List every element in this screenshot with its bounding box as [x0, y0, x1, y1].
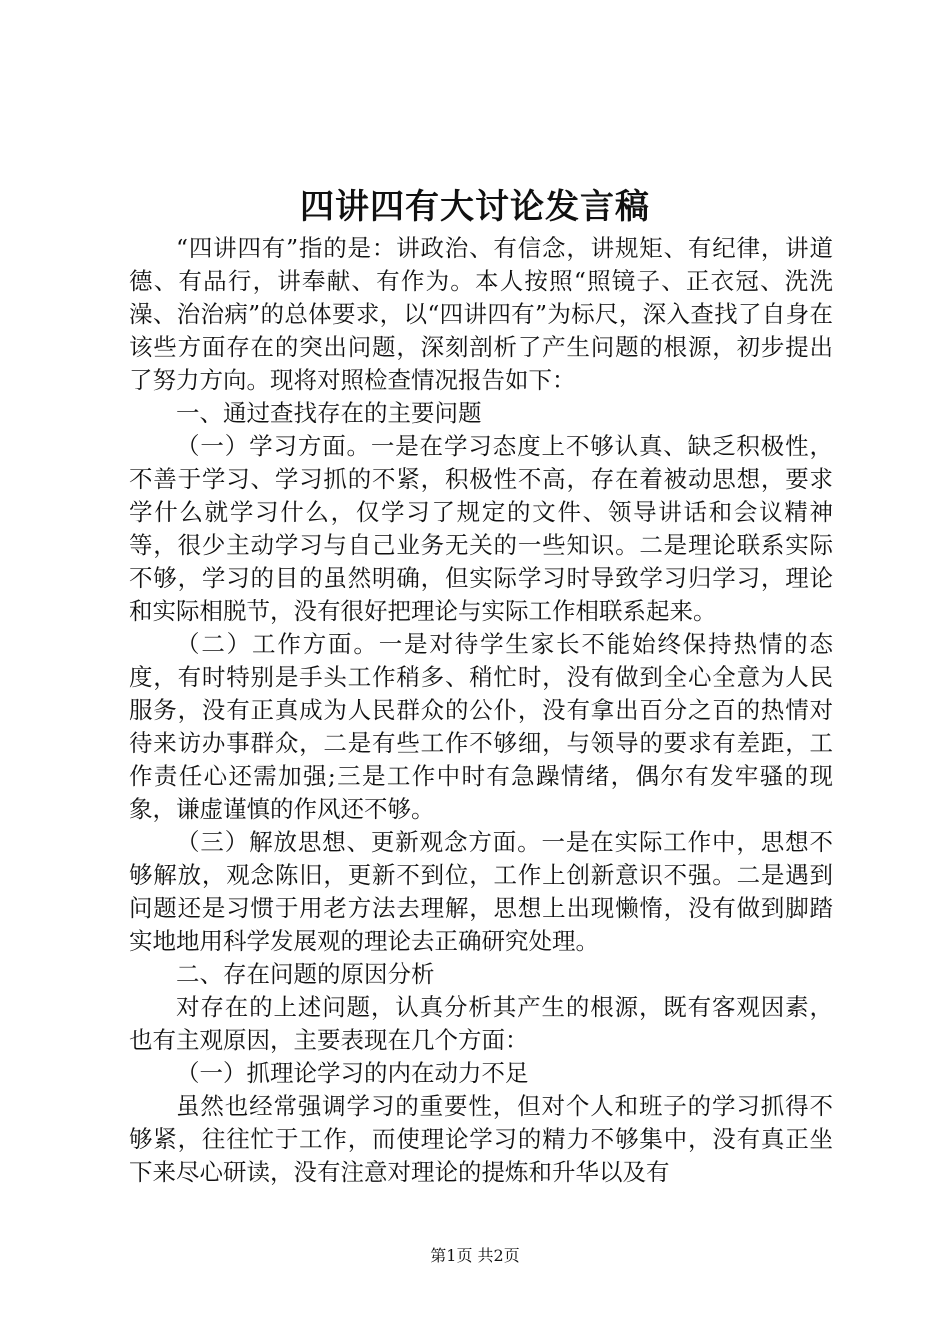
intro-paragraph: “四讲四有”指的是：讲政治、有信念，讲规矩、有纪律，讲道德、有品行，讲奉献、有作为。本人按照“照镜子、正衣冠、洗洗澡、治治病”的总体要求，以“四讲四有”为标尺，深入查找了自身在该些方面存在的突出问题，深刻剖析了产生问题的根源，初步提出了努力方向。现将对照检查情况报告如下： [129, 234, 833, 394]
study-aspect-paragraph: （一）学习方面。一是在学习态度上不够认真、缺乏积极性，不善于学习、学习抓的不紧，积极性不高，存在着被动思想，要求学什么就学习什么，仅学习了规定的文件、领导讲话和会议精神等，很少主动学习与自己业务无关的一些知识。二是理论联系实际不够，学习的目的虽然明确，但实际学习时导致学习归学习，理论和实际相脱节，没有很好把理论与实际工作相联系起来。 [129, 432, 833, 625]
document-title: 四讲四有大讨论发言稿 [300, 187, 650, 227]
page-footer: 第1页 共2页 [430, 1246, 520, 1265]
work-aspect-paragraph: （二）工作方面。一是对待学生家长不能始终保持热情的态度，有时特别是手头工作稍多、稍忙时，没有做到全心全意为人民服务，没有正真成为人民群众的公仆，没有拿出百分之百的热情对待来访办事群众，二是有些工作不够细，与领导的要求有差距，工作责任心还需加强;三是工作中时有急躁情绪，偶尔有发牢骚的现象，谦虚谨慎的作风还不够。 [129, 630, 833, 823]
document-body [129, 232, 833, 1189]
section-heading-2: 二、存在问题的原因分析 [176, 960, 435, 988]
mindset-aspect-paragraph: （三）解放思想、更新观念方面。一是在实际工作中，思想不够解放，观念陈旧，更新不到位，工作上创新意识不强。二是遇到问题还是习惯于用老方法去理解，思想上出现懒惰，没有做到脚踏实地地用科学发展观的理论去正确研究处理。 [129, 828, 833, 955]
cause-intro-paragraph: 对存在的上述问题，认真分析其产生的根源，既有客观因素，也有主观原因，主要表现在几个方面： [129, 993, 833, 1054]
theory-study-paragraph: 虽然也经常强调学习的重要性，但对个人和班子的学习抓得不够紧，往往忙于工作，而使理论学习的精力不够集中，没有真正坐下来尽心研读，没有注意对理论的提炼和升华以及有 [129, 1092, 833, 1186]
section-heading-1: 一、通过查找存在的主要问题 [176, 399, 482, 427]
subsection-heading-1: （一）抓理论学习的内在动力不足 [176, 1059, 529, 1087]
